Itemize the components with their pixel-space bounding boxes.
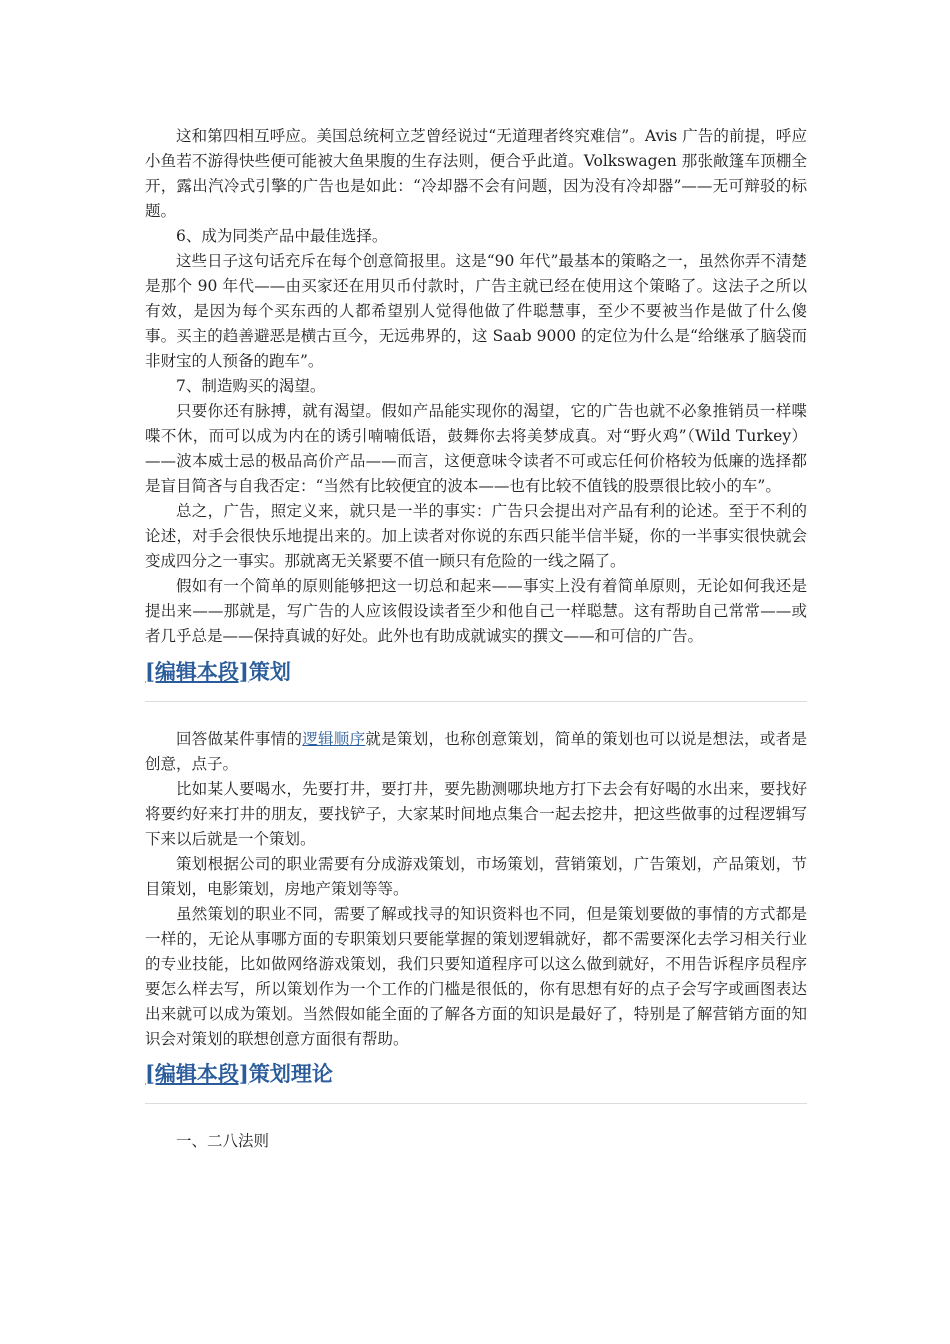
edit-section-link[interactable]: [编辑本段] [145,1061,249,1086]
section-heading-planning-theory [145,1059,807,1089]
section-planning [145,727,807,1052]
paragraph: 这些日子这句话充斥在每个创意简报里。这是“90 年代”最基本的策略之一，虽然你弄不清楚是那个 90 年代——由买家还在用贝币付款时，广告主就已经在使用这个策略了。这法子之所以有效，是因为每个买东西的人都希望别人觉得他做了件聪慧事，至少不要被当作是做了什么傻事。买主的趋善避恶是横古亘今，无远弗界的，这 Saab 9000 的定位为什么是“给继承了脑袋而非财宝的人预备的跑车”。 [145,252,807,370]
paragraph: 假如有一个简单的原则能够把这一切总和起来——事实上没有着简单原则，无论如何我还是提出来——那就是，写广告的人应该假设读者至少和他自己一样聪慧。这有帮助自己常常——或者几乎总是——保持真诚的好处。此外也有助成就诚实的撰文——和可信的广告。 [145,577,807,645]
paragraph: 比如某人要喝水，先要打井，要打井，要先勘测哪块地方打下去会有好喝的水出来，要找好将要约好来打井的朋友，要找铲子，大家某时间地点集合一起去挖井，把这些做事的过程逻辑写下来以后就是一个策划。 [145,780,807,848]
paragraph: 只要你还有脉搏，就有渴望。假如产品能实现你的渴望，它的广告也就不必象推销员一样喋喋不休，而可以成为内在的诱引喃喃低语，鼓舞你去将美梦成真。对“野火鸡”（Wild Turkey）——波本威士忌的极品高价产品——而言，这便意味令读者不可或忘任何价格较为低廉的选择都是盲目简吝与自我否定：“当然有比较便宜的波本——也有比较不值钱的股票很比较小的车”。 [145,402,807,495]
section-title: 策划 [248,659,291,684]
paragraph: 策划根据公司的职业需要有分成游戏策划，市场策划，营销策划，广告策划，产品策划，节目策划，电影策划，房地产策划等等。 [145,855,807,898]
section-planning-theory [145,1129,807,1154]
list-item-heading: 6、成为同类产品中最佳选择。 [176,227,388,245]
section-heading-planning [145,657,807,687]
section-divider [145,1103,807,1104]
section-advertising-principles [145,124,807,649]
paragraph-text: 就是策划，也称创意策划，简单的策划也可以说是想法，或者是创意，点子。 [145,730,807,773]
list-item-heading: 7、制造购买的渴望。 [176,377,326,395]
paragraph: 这和第四相互呼应。美国总统柯立芝曾经说过“无道理者终究难信”。Avis 广告的前提，呼应小鱼若不游得快些便可能被大鱼果腹的生存法则，便合乎此道。Volkswagen 那张敞篷车顶棚全开，露出汽冷式引擎的广告也是如此：“冷却器不会有问题，因为没有冷却器”——无可辩驳的标题。 [145,127,807,220]
article-body [145,124,807,1154]
section-title: 策划理论 [248,1061,333,1086]
paragraph: 虽然策划的职业不同，需要了解或找寻的知识资料也不同，但是策划要做的事情的方式都是一样的，无论从事哪方面的专职策划只要能掌握的策划逻辑就好，都不需要深化去学习相关行业的专业技能，比如做网络游戏策划，我们只要知道程序可以这么做到就好，不用告诉程序员程序要怎么样去写，所以策划作为一个工作的门槛是很低的，你有思想有好的点子会写字或画图表达出来就可以成为策划。当然假如能全面的了解各方面的知识是最好了，特别是了解营销方面的知识会对策划的联想创意方面很有帮助。 [145,905,807,1048]
paragraph-text: 回答做某件事情的 [176,730,303,748]
edit-section-link[interactable]: [编辑本段] [145,659,249,684]
list-item-heading: 一、二八法则 [176,1132,270,1150]
paragraph: 总之，广告，照定义来，就只是一半的事实：广告只会提出对产品有利的论述。至于不利的论述，对手会很快乐地提出来的。加上读者对你说的东西只能半信半疑，你的一半事实很快就会变成四分之一事实。那就离无关紧要不值一顾只有危险的一线之隔了。 [145,502,807,570]
logic-order-link[interactable]: 逻辑顺序 [302,730,366,748]
paragraph [145,727,807,777]
section-divider [145,701,807,702]
